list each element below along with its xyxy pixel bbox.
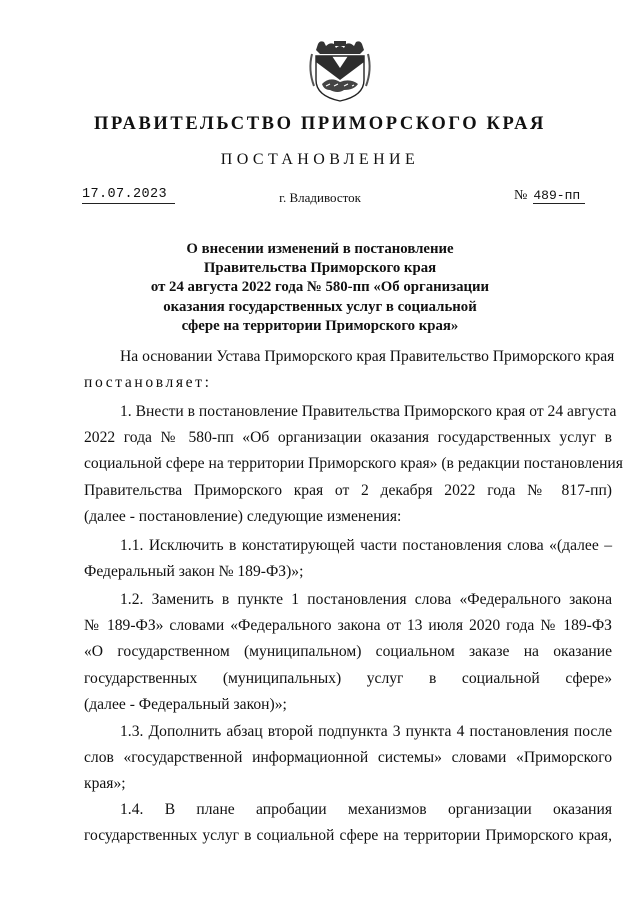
text-line: края»; xyxy=(84,775,126,793)
paragraph-1 xyxy=(84,399,623,530)
text-line: 1.4. В плане апробации механизмов организации оказания xyxy=(120,801,612,818)
text-line: «О государственном (муниципальном) социальном заказе на оказание xyxy=(84,643,612,661)
text-line: (далее - постановление) следующие изменения: xyxy=(84,507,402,525)
title-line: О внесении изменений в постановление xyxy=(186,241,454,257)
text-line: 1. Внести в постановление Правительства Приморского края от 24 августа xyxy=(120,403,617,420)
text-line: социальной сфере на территории Приморского края» (в редакции постановления xyxy=(84,455,623,473)
text-line: слов «государственной информационной системы» словами «Приморского xyxy=(84,749,612,767)
number-value: 489-пп xyxy=(533,188,585,204)
text-line: государственных (муниципальных) услуг в социальной сфере» xyxy=(84,669,612,687)
document-city: г. Владивосток xyxy=(279,190,361,205)
paragraph-1-3 xyxy=(84,719,612,798)
text-line: 1.1. Исключить в констатирующей части постановления слова «(далее – xyxy=(120,537,612,554)
paragraph-1-4 xyxy=(84,797,612,849)
document-type: ПОСТАНОВЛЕНИЕ xyxy=(220,151,420,168)
paragraph-1-1 xyxy=(84,533,612,585)
paragraph-preamble xyxy=(84,344,615,396)
paragraph-1-2 xyxy=(84,587,612,718)
text-line: Федеральный закон № 189-ФЗ)»; xyxy=(84,563,304,581)
number-label: № xyxy=(514,188,528,203)
title-line: Правительства Приморского края xyxy=(203,260,437,277)
title-line: оказания государственных услуг в социальной xyxy=(163,298,477,315)
government-name: ПРАВИТЕЛЬСТВО ПРИМОРСКОГО КРАЯ xyxy=(93,114,546,134)
text-line: Правительства Приморского края от 2 декабря 2022 года № 817-пп) xyxy=(84,481,612,499)
title-line: сфере на территории Приморского края» xyxy=(181,317,459,334)
text-line: 1.2. Заменить в пункте 1 постановления слова «Федерального закона xyxy=(120,591,612,608)
text-line: постановляет: xyxy=(84,374,212,392)
text-line: государственных услуг в социальной сфере на территории Приморского края, xyxy=(84,827,612,845)
document-title xyxy=(0,240,640,336)
text-line: 1.3. Дополнить абзац второй подпункта 3 пункта 4 постановления после xyxy=(120,723,612,740)
text-line: На основании Устава Приморского края Правительство Приморского края xyxy=(120,348,615,365)
text-line: (далее - Федеральный закон)»; xyxy=(84,695,287,713)
document-date: 17.07.2023 xyxy=(82,187,175,204)
document-number xyxy=(514,188,585,204)
text-line: 2022 года № 580-пп «Об организации оказания государственных услуг в xyxy=(84,429,612,447)
title-line: от 24 августа 2022 года № 580-пп «Об организации xyxy=(150,279,490,296)
coat-of-arms-emblem xyxy=(304,40,376,102)
text-line: № 189-ФЗ» словами «Федерального закона от 13 июля 2020 года № 189-ФЗ xyxy=(84,617,612,635)
